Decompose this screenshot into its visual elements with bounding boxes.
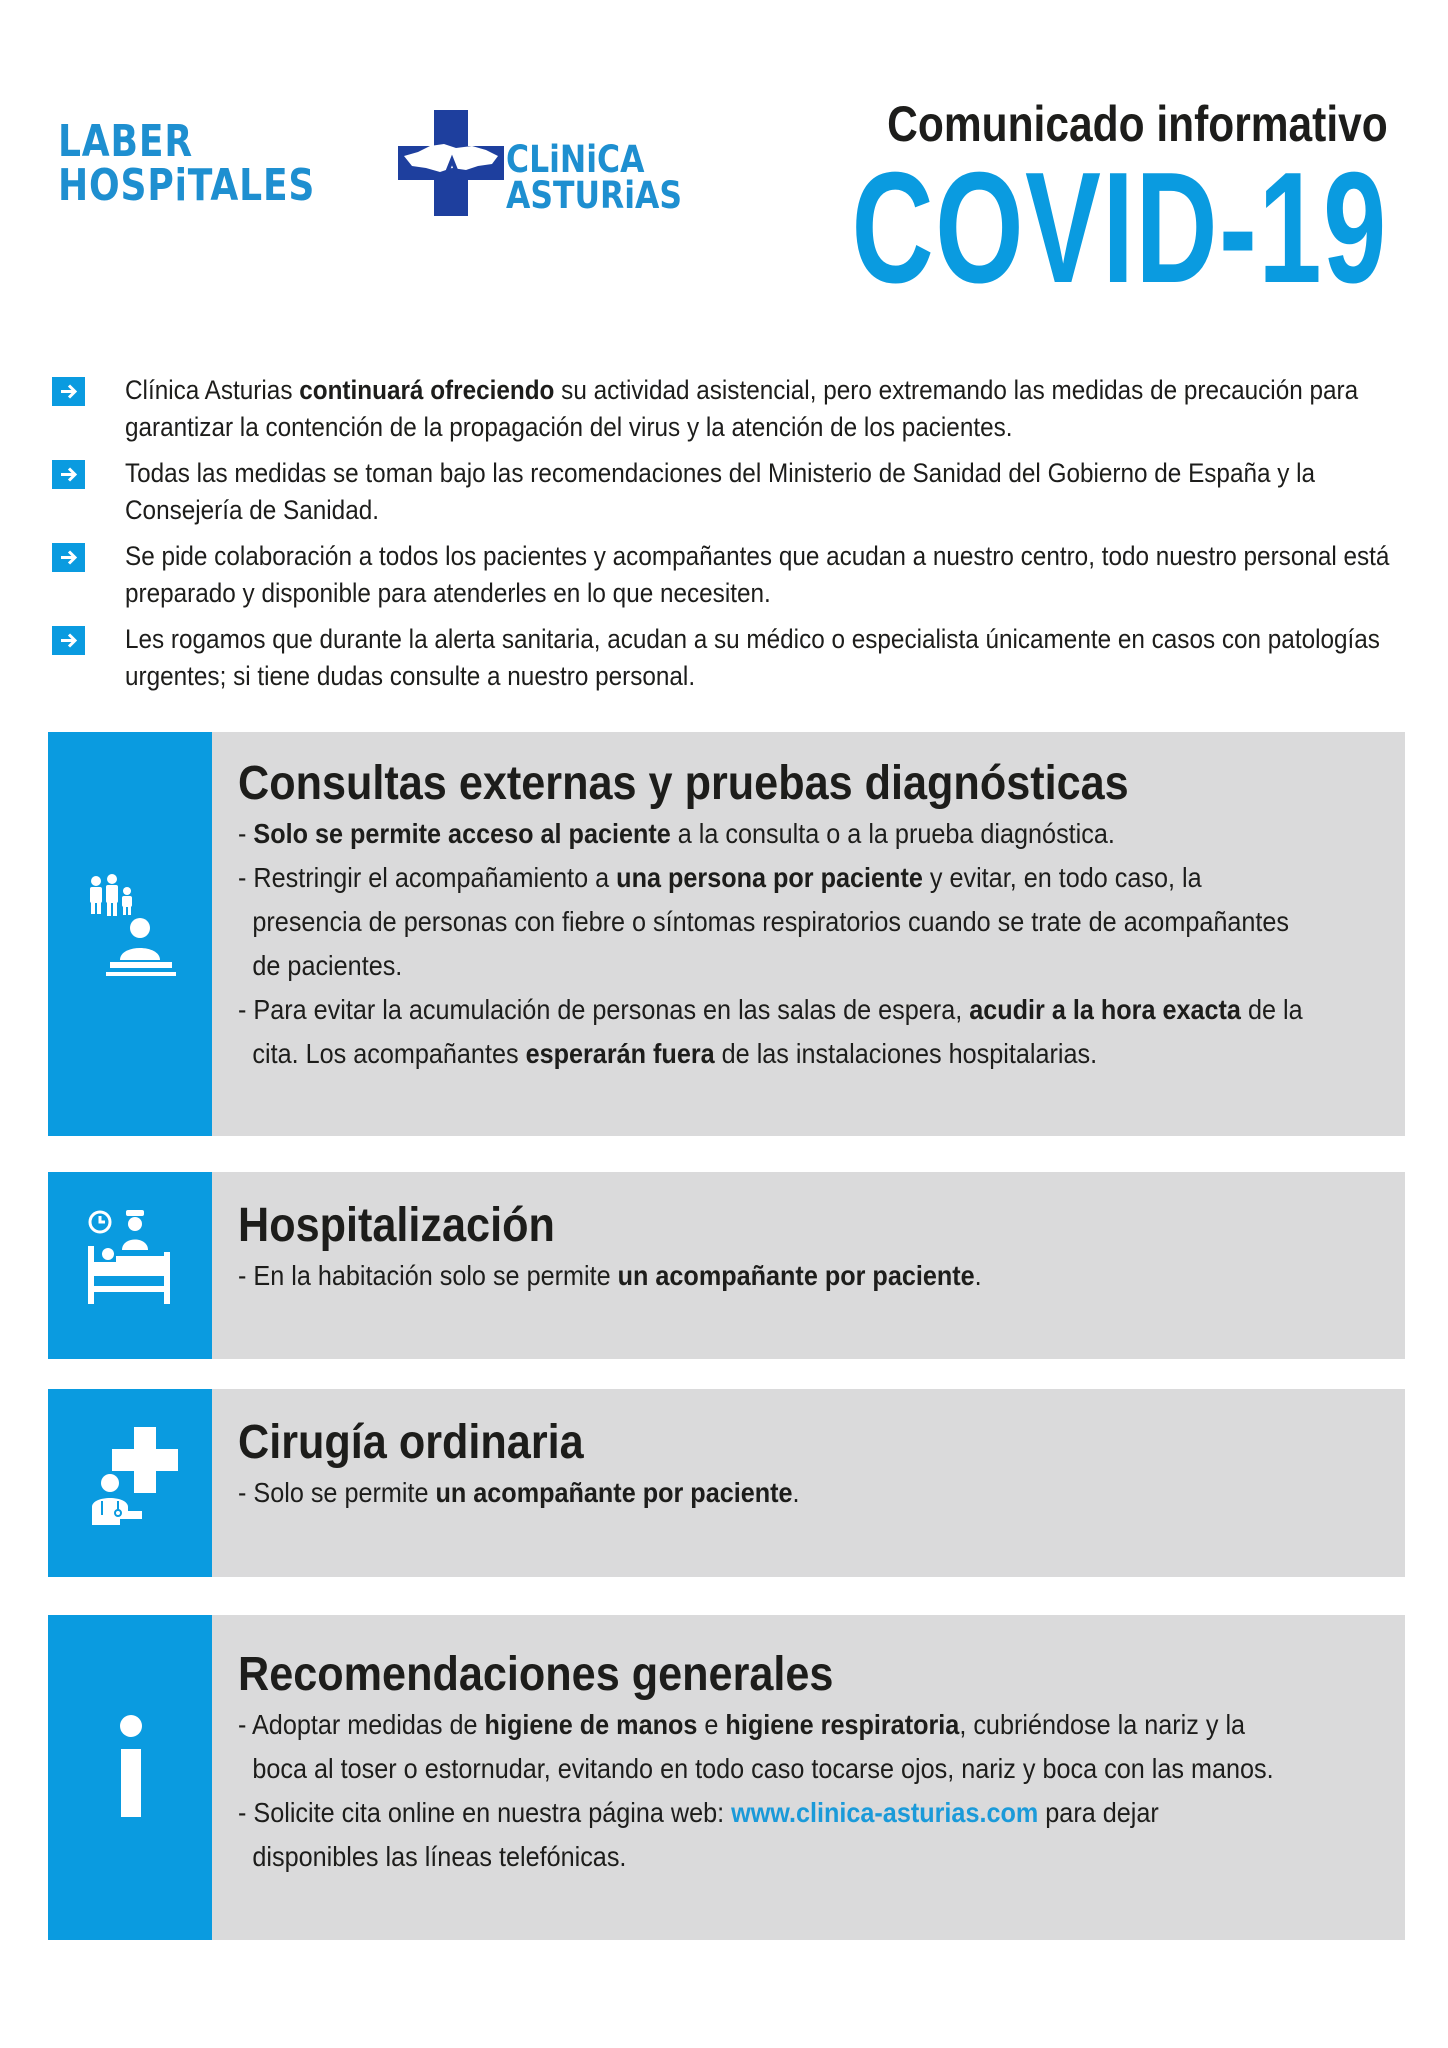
section-hospitalizacion: Hospitalización - En la habitación solo se permite un acompañante por paciente. [48,1172,1405,1359]
section-consultas: Consultas externas y pruebas diagnósticas - Solo se permite acceso al paciente a la consulta o a la prueba diagnóstica. - Restringir el acompañamiento a una persona por paciente y evitar, en todo caso, la presencia de personas con fiebre o síntomas respiratorios cuando se trate de acompañantes de pacientes. - Para evitar la acumulación de personas en las salas de espera, acudir a la hora exacta de la cita. Los acompañantes esperarán fuera de las instalaciones hospitalarias. [48,732,1405,1136]
section-side-bar [48,732,212,1136]
page-subtitle: Comunicado informativo [887,96,1388,152]
list-item: Les rogamos que durante la alerta sanitaria, acudan a su médico o especialista únicamente en casos con patologías urgentes; si tiene dudas consulte a nuestro personal. [52,621,1392,695]
bullet-list [52,372,1392,704]
website-link[interactable]: www.clinica-asturias.com [731,1797,1039,1828]
header [0,0,1448,330]
laber-hospitales-logo: LABER HOSPiTALES [58,116,316,211]
info-icon [118,1715,144,1825]
arrow-right-icon [52,377,85,406]
section-recomendaciones: Recomendaciones generales - Adoptar medidas de higiene de manos e higiene respiratoria, cubriéndose la nariz y la boca al toser o estornudar, evitando en todo caso tocarse ojos, nariz y boca con las manos. - Solicite cita online en nuestra página web: www.clinica-asturias.com para dejar disponibles las líneas telefónicas. [48,1615,1405,1940]
section-title: Recomendaciones generales [238,1648,834,1701]
arrow-right-icon [52,543,85,572]
arrow-right-icon [52,460,85,489]
list-item: Se pide colaboración a todos los pacientes y acompañantes que acudan a nuestro centro, todo nuestro personal está preparado y disponible para atenderles en lo que necesiten. [52,538,1392,612]
hospital-bed-icon [86,1208,176,1308]
section-title: Consultas externas y pruebas diagnósticas [238,757,1129,810]
clinica-asturias-logo: CLiNiCA ASTURiAS [396,108,676,228]
title-block [643,96,1388,316]
doctor-medical-cross-icon [82,1425,182,1535]
section-side-bar [48,1615,212,1940]
section-side-bar [48,1389,212,1577]
section-cirugia: Cirugía ordinaria - Solo se permite un acompañante por paciente. [48,1389,1405,1577]
list-item: Todas las medidas se toman bajo las recomendaciones del Ministerio de Sanidad del Gobierno de España y la Consejería de Sanidad. [52,455,1392,529]
patient-reception-icon [86,874,176,984]
arrow-right-icon [52,626,85,655]
section-title: Cirugía ordinaria [238,1416,584,1469]
section-title: Hospitalización [238,1199,555,1252]
list-item: Clínica Asturias continuará ofreciendo su actividad asistencial, pero extremando las medidas de precaución para garantizar la contención de la propagación del virus y la atención de los pacientes. [52,372,1392,446]
cross-map-icon [396,108,506,218]
page-title: COVID-19 [851,140,1388,316]
section-side-bar [48,1172,212,1359]
